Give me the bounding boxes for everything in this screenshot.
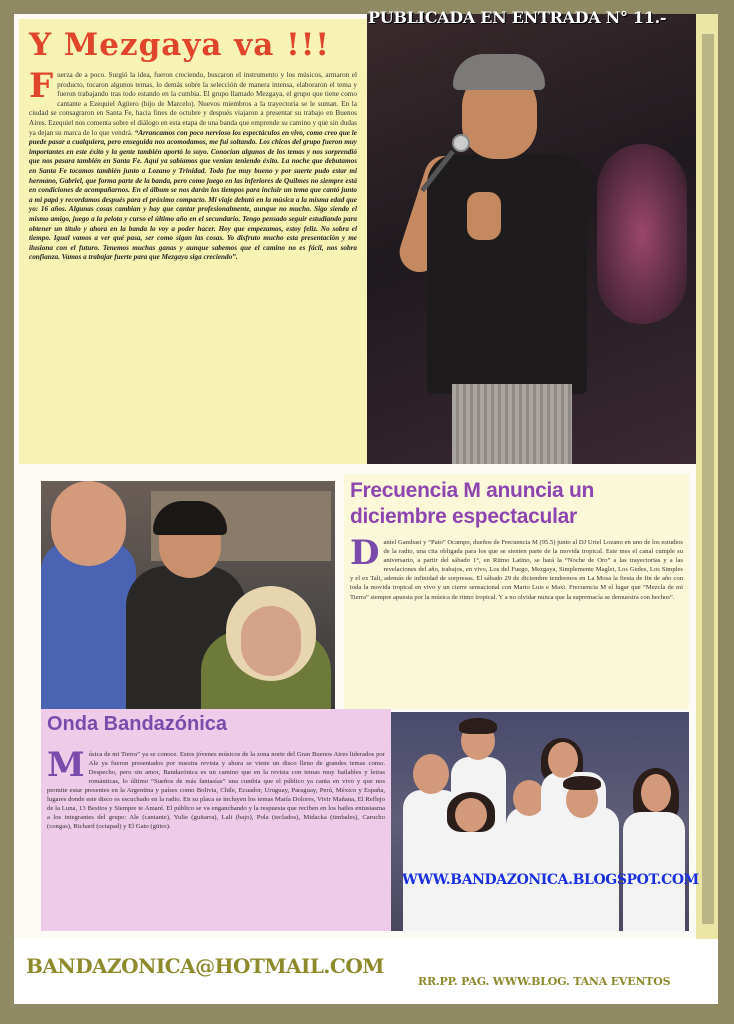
singer-shirt	[427, 154, 587, 394]
contact-email: BANDAZONICA@HOTMAIL.COM	[26, 954, 384, 978]
article-frecuencia-body	[350, 533, 683, 602]
article-bandazonica-paragraph: úsica de mi Tierra” ya se conoce. Estos jóvenes músicos de la zona norte del Gran Buenos Aires liderados por Ale ya fueron presentados por nuestra revista y ahora se viene un disco lleno de grandes temas como. Despecho, pero sin amor, Bandazónica es un camino que en la revista con temas muy bailables y letras románticas, lo último “Sueños de más fantasías” una cumbia que el público ya canta en vivo y que nos permite estar presentes en la Argentina y países como Bolivia, Chile, Ecuador, Uruguay, Paraguay, Perú, México y España, lugares donde este disco es escuchado en la radio. En su placa se incluyen los temas María Dolores, Vivir Mañana, El Reflejo de la Luna, 13 Besitos y Siempre te Amaré. El público se va enganchando y la respuesta que reciben en los bailes entusiasma a los integrantes del grupo: Ale (cantante), Yulie (guitarra), Lali (bajo), Pola (teclados), Midacka (timbales), Carucho (congas), Richard (octapad) y El Gato (güiro).	[47, 751, 385, 830]
singer-pants	[452, 384, 572, 464]
article-bandazonica-dropcap: M	[47, 745, 85, 785]
band-member-6	[559, 807, 619, 931]
footer	[14, 939, 718, 1004]
radio-team-photo	[41, 481, 335, 709]
credits-line: RR.PP. PAG. WWW.BLOG. TANA EVENTOS	[418, 975, 671, 988]
band-member-5-face	[548, 742, 578, 778]
band-member-1-face	[413, 754, 449, 794]
article-mezgaya-paragraph: uerza de a poco. Surgió la idea, fueron creciendo, buscaron el instrumento y los músicos, armaron el producto, tocaron algunos temas, lo demás sobre la selección de manera intensa, elaboraron el tema y fueron trabajando tras todo estando en la cumbia. El grupo llamado Mezgaya, el grupo que tiene como cantante a Ezequiel Agüero (hijo de Marcelo). Nuevos miembros a la trayectoria se le suman. En la ciudad se consagraron en Santa Fe, hacia fines de octubre y después viajaron a presentar su trabajo en Buenos Aires. Ezequiel nos comenta sobre el diálogo en esta etapa de una banda que emprende su camino y que sin dudas ya dejan su marca de lo que vendrá.	[29, 71, 357, 137]
article-frecuencia	[344, 474, 689, 709]
blog-url: WWW.BANDAZONICA.BLOGSPOT.COM	[402, 872, 699, 888]
band-member-2-hair	[459, 718, 497, 734]
thumbs-up-hand	[467, 192, 501, 240]
magazine-page	[14, 14, 718, 1004]
microphone-icon	[452, 134, 470, 152]
singer-photo	[367, 14, 705, 464]
article-bandazonica-title: Onda Bandazónica	[47, 713, 228, 735]
singer-cap	[453, 54, 545, 90]
article-bandazonica-body	[47, 745, 385, 831]
band-group-photo	[391, 712, 689, 931]
right-edge-shadow	[702, 34, 714, 924]
person-left-body	[41, 541, 136, 709]
stage-light	[597, 144, 687, 324]
article-mezgaya-body	[29, 66, 357, 263]
publication-label: PUBLICADA EN ENTRADA N° 11.-	[368, 8, 667, 27]
article-mezgaya-dropcap: F	[29, 66, 54, 106]
article-mezgaya-title: Y Mezgaya va !!!	[29, 27, 330, 63]
article-frecuencia-dropcap: D	[350, 533, 380, 573]
article-mezgaya-quote: “Arrancamos con poco nervioso los espectáculos en vivo, como creo que le puede pasar a cualquiera, pero enseguida nos acomodamos, me fui soltando. Los chicos del grupo fueron muy importantes en este éxito y la gente también aportó lo suyo. Conocían algunos de los temas y nos sorprendió que nos pasara también en Santa Fe. Aquí ya sabíamos que venían teniendo éxito. La noche que debutamos en Santa Fe tocamos también junto a Lozano y Trinidad. Todo fue muy bueno y por suerte pudo estar mi hermano, Gabriel, que forma parte de la banda, pero como juego en las inferiores de Quilmes no siempre está en condiciones de acompañarnos. En el álbum se nos darán los tiempos para incluir un tema que cantó junto a mi papá y recordamos después para el próximo compacto. Mi viaje debutó en la música a la misma edad que yo: 16 años. Algunas cosas cambian y hay que cantar profesionalmente, aunque no mucho. Sigo siendo el mismo amigo, juego a la pelota y curso el último año en el secundario. Tengo pensado seguir estudiando para obtener un título y ahora en la banda lo voy a poder hacer. Hoy que empezamos, estoy feliz. No sobra el tiempo. Igual vamos a ver qué pasa, ser como sigan las cosas. Yo disfruto mucho esta presentación y me ilusiona con el futuro. Tenemos muchas ganas y aunque sabemos que el camino no es fácil, nos sobra confianza. Vamos a trabajar fuerte para que Mezgaya siga creciendo”.	[29, 128, 357, 262]
person-right-face	[241, 606, 301, 676]
article-frecuencia-title: Frecuencia M anuncia un diciembre espectacular	[350, 479, 594, 528]
article-bandazonica	[41, 709, 391, 931]
band-member-6-hair	[563, 776, 601, 790]
article-frecuencia-paragraph: aniel Gambasi y “Pato” Ocampo, dueños de Frecuencia M (95.5) junto al DJ Uriel Lozano en uno de los estudios de la radio, una cita obligada para los que se sienten parte de la movida tropical. Este mes el canal cumple su aniversario, a partir del sábado 1°, en Ritmo Latino, se hará la “Noche de Oro” a las trayectorias y a las revelaciones del año, trabajos, en vivo, Los del Fuego, Mezgaya, Simplemente Maglet, Los Gedes, Los Simples y el ex Tali, además de infinidad de sorpresas. El sábado 29 de diciembre tendremos en La Mosa la fiesta de fin de año con toda la movida tropical en vivo y un cierre sensacional con Mario Luis e Maxi. Frecuencia M el lugar que “Mezcla de mi Tierra” siempre apuesta por la música de ritmo tropical. Y a no olvidar nunca que la supremacía se demuestra con hechos”.	[350, 539, 683, 601]
article-mezgaya	[19, 19, 367, 464]
band-member-7-face	[641, 774, 671, 812]
band-member-3-face	[455, 798, 487, 832]
person-left-face	[51, 481, 126, 566]
